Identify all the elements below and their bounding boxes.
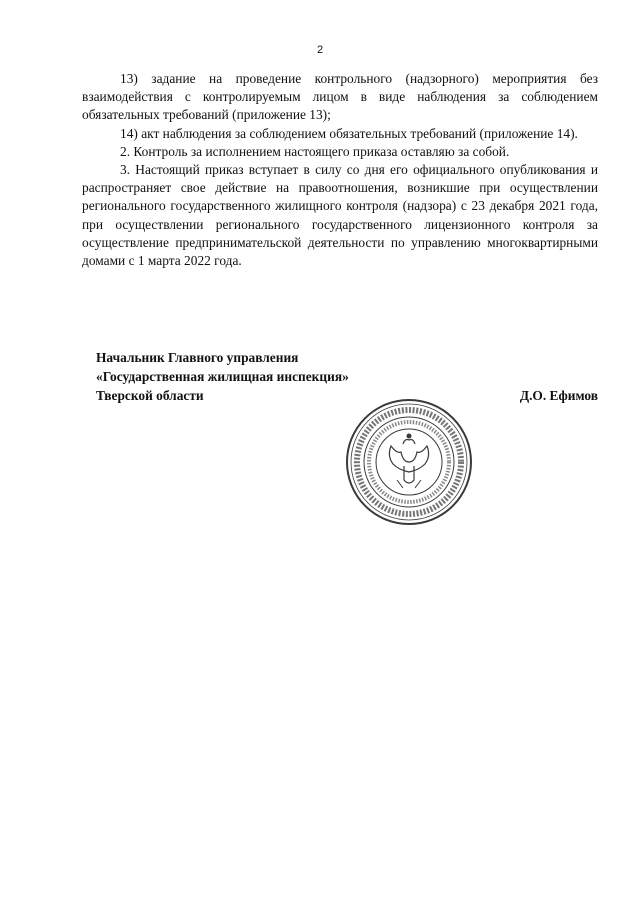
paragraph-effective-date: 3. Настоящий приказ вступает в силу со дня его официального опубликования и распространяет свое действие на правоотношения, возникшие при осуществлении регионального государственного жилищного контроля (надзора) с 23 декабря 2021 года, при осуществлении регионального государственного лицензионного контроля за осуществление предпринимательской деятельности по управлению многоквартирными домами с 1 марта 2022 года.	[82, 162, 598, 269]
paragraph-item-13: 13) задание на проведение контрольного (надзорного) мероприятия без взаимодействия с контролируемым лицом в виде наблюдения за соблюдением обязательных требований (приложение 13);	[82, 71, 598, 123]
document-body	[82, 70, 598, 270]
official-seal-icon	[343, 396, 475, 528]
paragraph-control: 2. Контроль за исполнением настоящего приказа оставляю за собой.	[120, 143, 510, 159]
signatory-position-line3: Тверской области	[96, 388, 204, 403]
paragraph-item-14: 14) акт наблюдения за соблюдением обязательных требований (приложение 14).	[120, 125, 578, 141]
signatory-position-line2: «Государственная жилищная инспекция»	[96, 369, 349, 384]
page-number: 2	[316, 44, 324, 56]
signatory-name: Д.О. Ефимов	[519, 388, 598, 403]
signatory-position-line1: Начальник Главного управления	[96, 350, 299, 365]
